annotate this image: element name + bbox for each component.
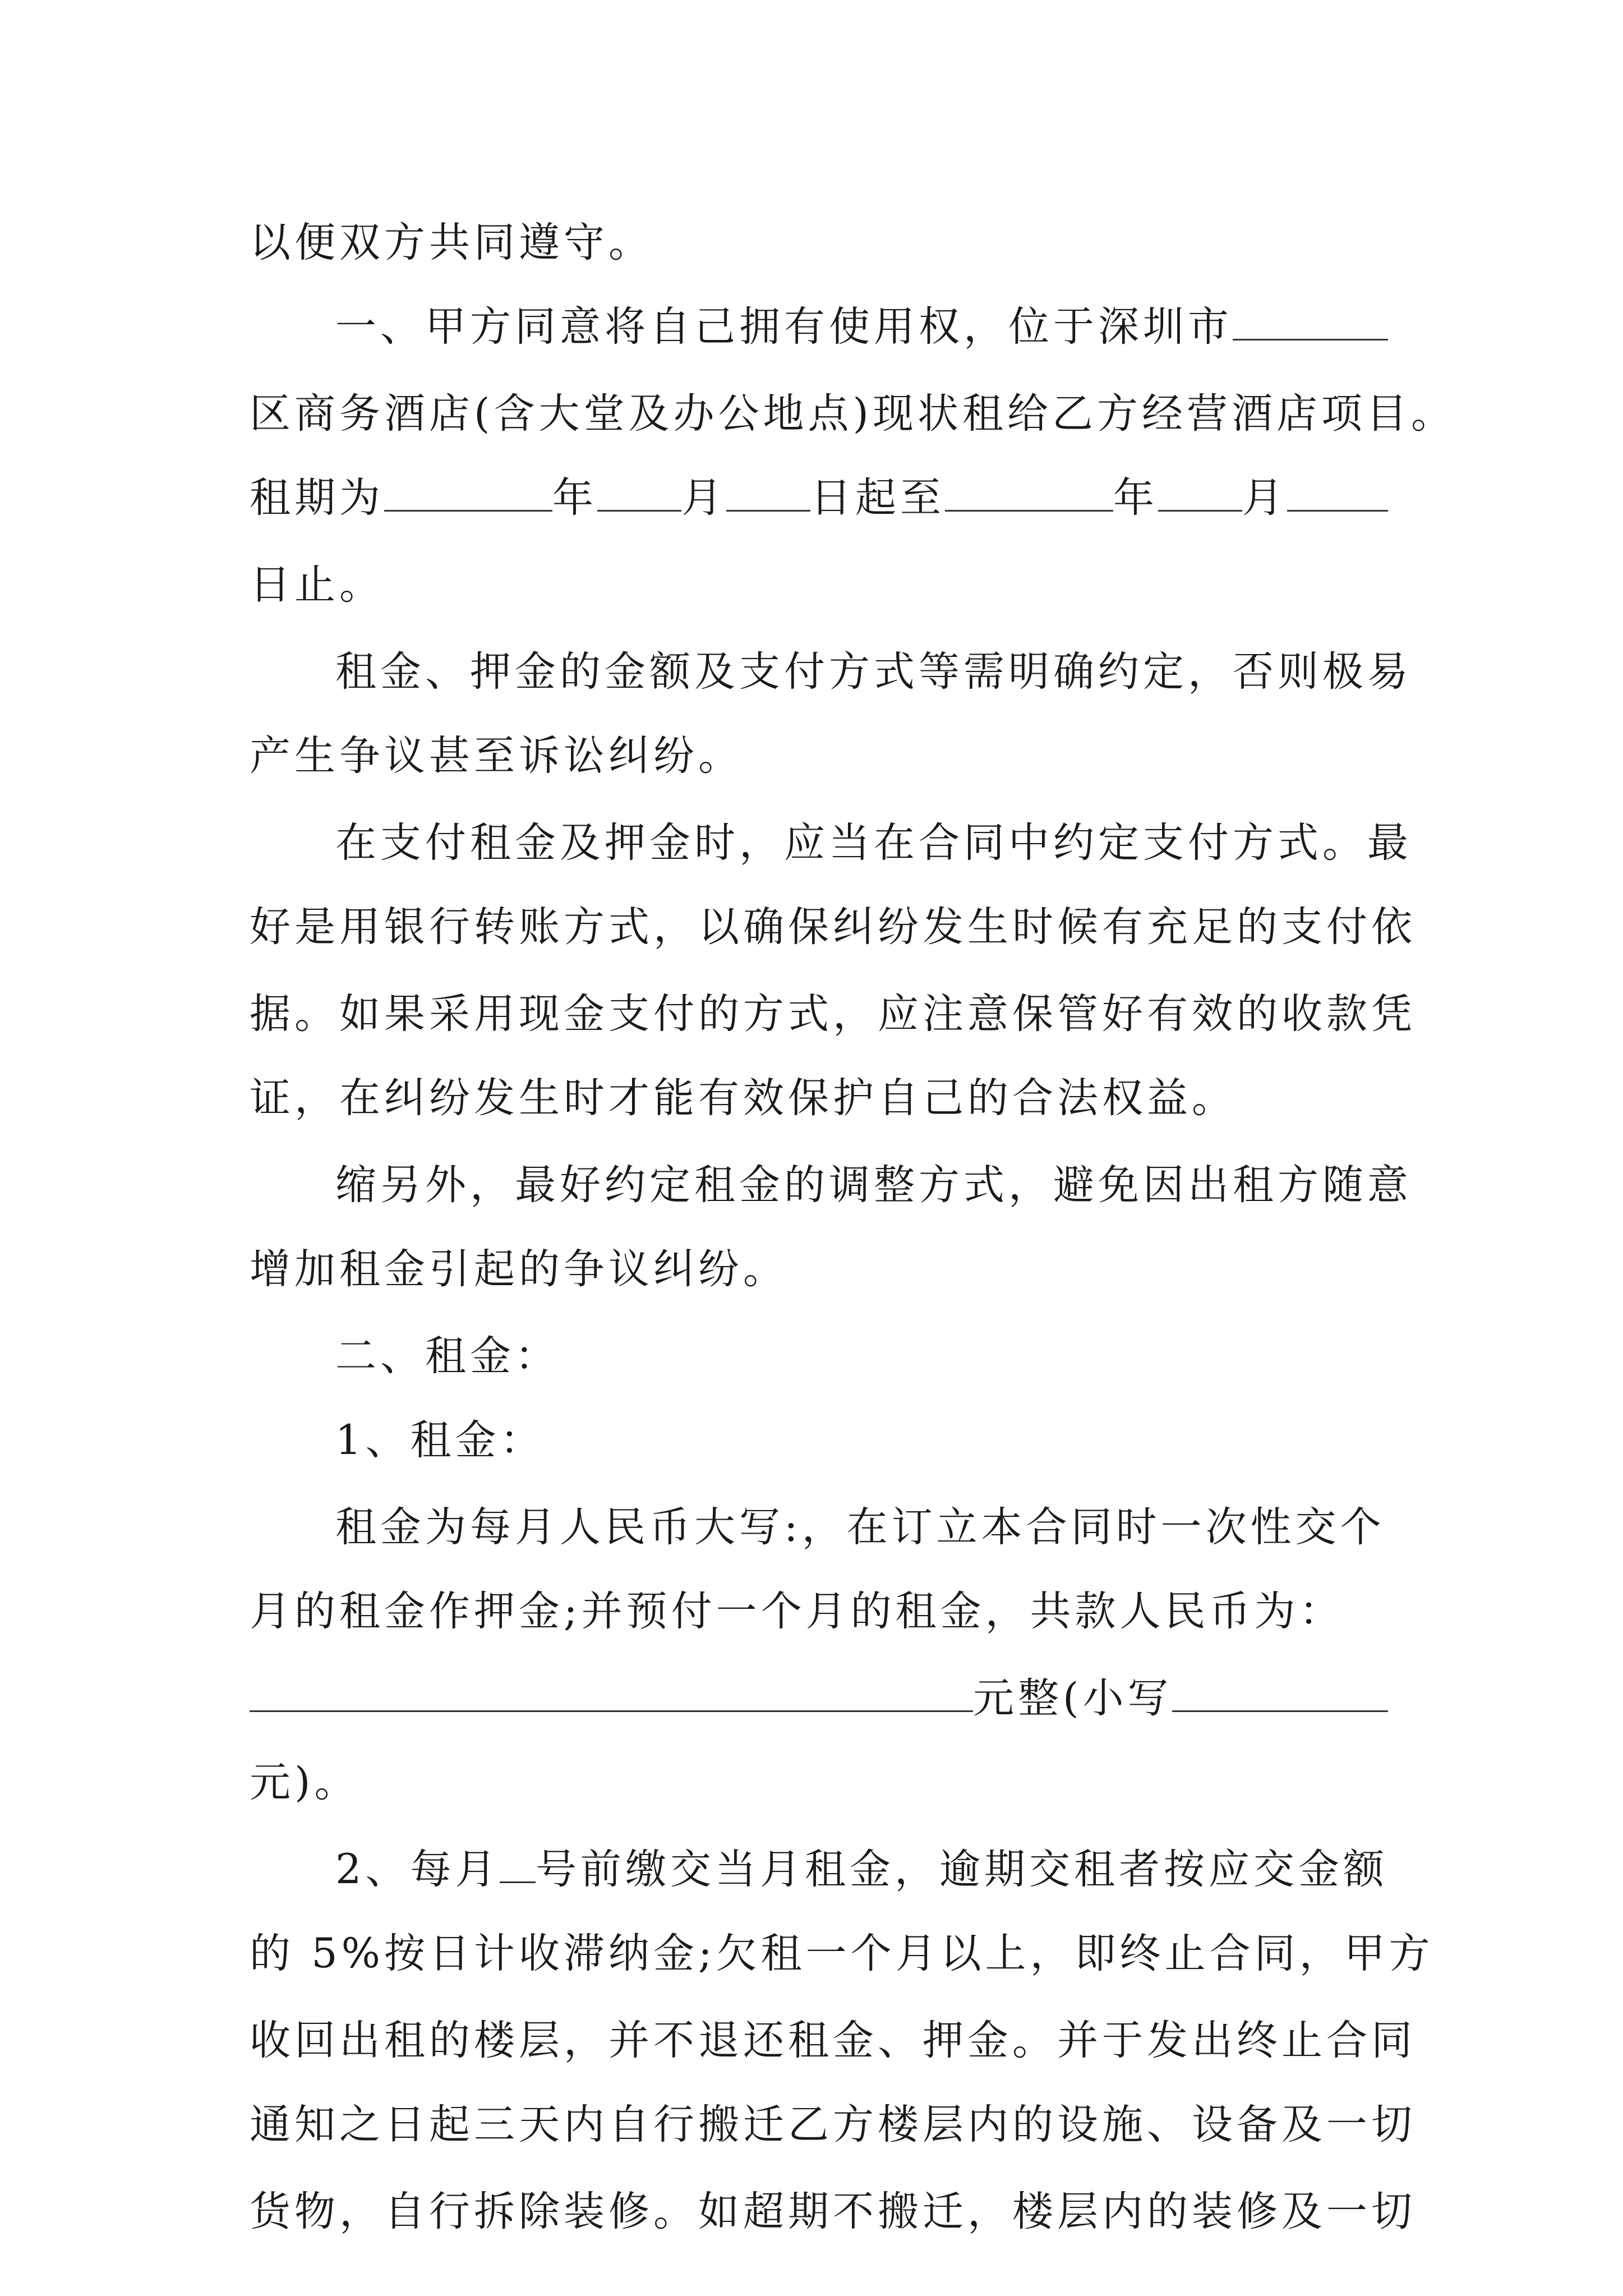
text-line [250, 456, 1388, 540]
text-line: 租金、押金的金额及支付方式等需明确约定，否则极易 [335, 648, 1412, 696]
text-line: 增加租金引起的争议纠纷。 [250, 1245, 788, 1293]
text-segment: 月 [1242, 474, 1287, 522]
text-segment: 2、每月 [335, 1846, 500, 1893]
text-line: 通知之日起三天内自行搬迁乙方楼层内的设施、设备及一切 [250, 2101, 1416, 2148]
text-line: 日止。 [250, 561, 384, 609]
text-line: 元)。 [250, 1759, 359, 1806]
text-line: 的 5%按日计收滞纳金;欠租一个月以上，即终止合同，甲方 [250, 1930, 1434, 1977]
text-line: 二、租金： [335, 1332, 560, 1380]
text-line: 证，在纠纷发生时才能有效保护自己的合法权益。 [250, 1074, 1237, 1122]
text-segment: 租期为 [250, 474, 384, 522]
fill-in-blank [945, 465, 1113, 512]
text-line: 产生争议甚至诉讼纠纷。 [250, 732, 743, 780]
text-segment: 年 [552, 474, 597, 522]
fill-in-blank [1158, 465, 1242, 512]
text-segment: 日起至 [810, 474, 945, 522]
text-line: 以便双方共同遵守。 [250, 219, 653, 266]
text-line: 月的租金作押金;并预付一个月的租金，共款人民币为： [250, 1588, 1344, 1635]
text-line: 在支付租金及押金时，应当在合同中约定支付方式。最 [335, 819, 1412, 867]
text-line: 好是用银行转账方式，以确保纠纷发生时候有充足的支付依 [250, 903, 1416, 951]
text-segment: 月 [681, 474, 726, 522]
text-line: 货物，自行拆除装修。如超期不搬迁，楼层内的装修及一切 [250, 2188, 1416, 2235]
text-segment: 号前缴交当月租金，逾期交租者按应交金额 [536, 1846, 1388, 1893]
fill-in-blank [250, 1665, 973, 1712]
fill-in-blank [597, 465, 681, 512]
text-line [335, 1828, 1388, 1912]
text-line: 缩另外，最好约定租金的调整方式，避免因出租方随意 [335, 1161, 1412, 1209]
text-segment: 元整(小写 [973, 1674, 1173, 1722]
fill-in-blank [1233, 294, 1388, 341]
text-line: 1、租金： [335, 1416, 545, 1464]
text-line [335, 285, 1388, 369]
fill-in-blank [726, 465, 810, 512]
text-line [250, 1657, 1388, 1741]
fill-in-blank [1287, 465, 1388, 512]
text-line: 区商务酒店(含大堂及办公地点)现状租给乙方经营酒店项目。 [250, 390, 1456, 438]
fill-in-blank [1172, 1665, 1388, 1712]
text-segment: 一、甲方同意将自己拥有使用权，位于深圳市 [335, 303, 1233, 351]
text-line: 收回出租的楼层，并不退还租金、押金。并于发出终止合同 [250, 2017, 1416, 2064]
fill-in-blank [500, 1837, 536, 1883]
text-line: 租金为每月人民币大写:，在订立本合同时一次性交个 [335, 1503, 1385, 1551]
fill-in-blank [384, 465, 552, 512]
text-segment: 年 [1113, 474, 1158, 522]
text-line: 据。如果采用现金支付的方式，应注意保管好有效的收款凭 [250, 990, 1416, 1038]
